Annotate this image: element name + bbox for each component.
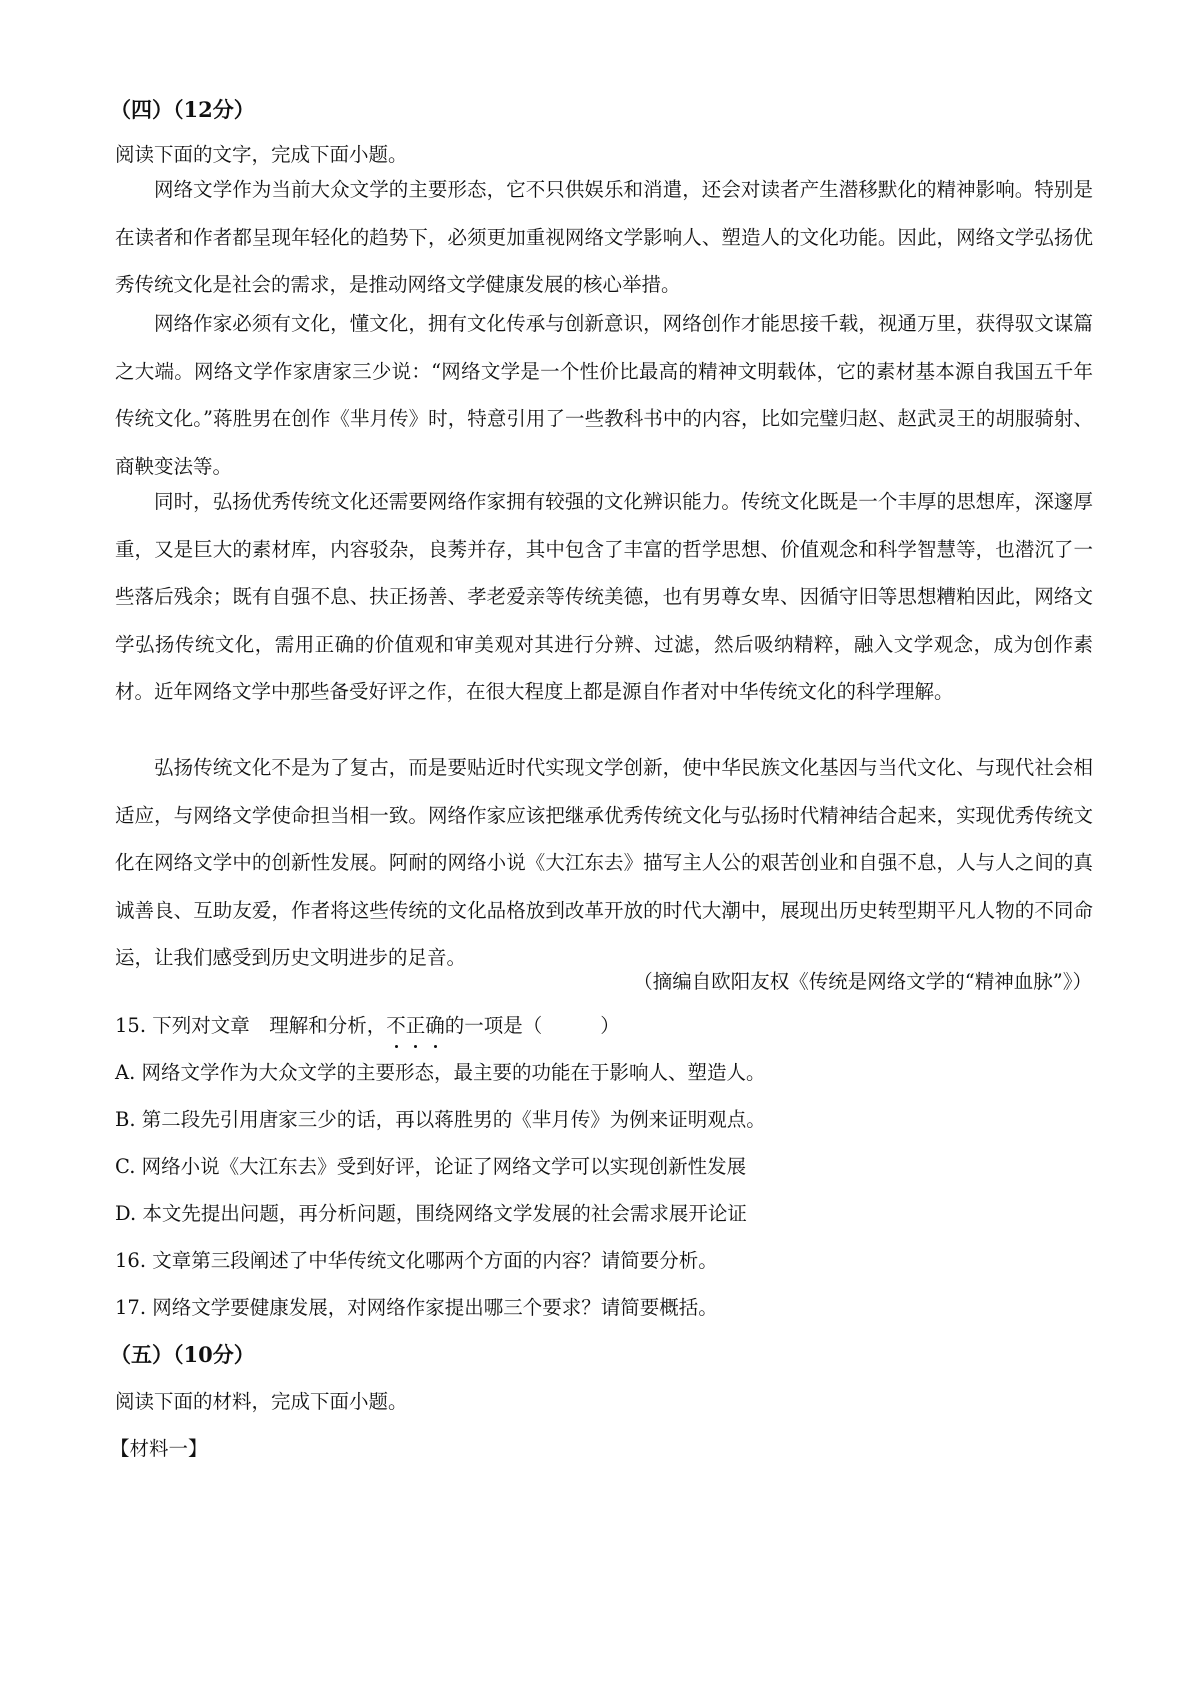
material-one-label: 【材料一】 [110, 1437, 208, 1460]
question-15-gap [250, 1014, 270, 1037]
section-5-heading: （五）（10分） [110, 1342, 255, 1367]
option-c: C. 网络小说《大江东去》受到好评，论证了网络文学可以实现创新性发展 [115, 1155, 747, 1178]
paragraph-2-text: 网络作家必须有文化，懂文化，拥有文化传承与创新意识，网络创作才能思接千载，视通万里，获得驭文谋篇之大端。网络文学作家唐家三少说：“网络文学是一个性价比最高的精神文明载体，它的素材基本源自我国五千年传统文化。”蒋胜男在创作《芈月传》时，特意引用了一些教科书中的内容，比如完璧归赵、赵武灵王的胡服骑射、商鞅变法等。 [115, 312, 1093, 478]
paragraph-3 [115, 478, 1093, 716]
paragraph-1-text: 网络文学作为当前大众文学的主要形态，它不只供娱乐和消遣，还会对读者产生潜移默化的精神影响。特别是在读者和作者都呈现年轻化的趋势下，必须更加重视网络文学影响人、塑造人的文化功能。因此，网络文学弘扬优秀传统文化是社会的需求，是推动网络文学健康发展的核心举措。 [115, 178, 1093, 296]
emphasis-dots [386, 1045, 445, 1049]
section-5-instruction: 阅读下面的材料，完成下面小题。 [115, 1390, 408, 1413]
paragraph-2 [115, 300, 1093, 490]
paragraph-3-text: 同时，弘扬优秀传统文化还需要网络作家拥有较强的文化辨识能力。传统文化既是一个丰厚的思想库，深邃厚重，又是巨大的素材库，内容驳杂，良莠并存，其中包含了丰富的哲学思想、价值观念和科学智慧等，也潜沉了一些落后残余；既有自强不息、扶正扬善、孝老爱亲等传统美德，也有男尊女卑、因循守旧等思想糟粕因此，网络文学弘扬传统文化，需用正确的价值观和审美观对其进行分辨、过滤，然后吸纳精粹，融入文学观念，成为创作素材。近年网络文学中那些备受好评之作，在很大程度上都是源自作者对中华传统文化的科学理解。 [115, 490, 1093, 703]
option-d: D. 本文先提出问题，再分析问题，围绕网络文学发展的社会需求展开论证 [115, 1202, 747, 1225]
section-4-heading: （四）（12分） [110, 97, 255, 122]
paragraph-1 [115, 166, 1093, 309]
option-b: B. 第二段先引用唐家三少的话，再以蒋胜男的《芈月传》为例来证明观点。 [115, 1108, 766, 1131]
question-15-emphasis [386, 1011, 445, 1041]
section-4-instruction: 阅读下面的文字，完成下面小题。 [115, 143, 408, 166]
question-15-close: ） [600, 1014, 620, 1037]
question-15-middle: 理解和分析， [269, 1014, 387, 1037]
question-17: 17. 网络文学要健康发展，对网络作家提出哪三个要求？请简要概括。 [115, 1296, 718, 1319]
emphasis-text: 不正确 [386, 1014, 445, 1037]
option-a: A. 网络文学作为大众文学的主要形态，最主要的功能在于影响人、塑造人。 [115, 1061, 766, 1084]
question-15 [115, 1011, 1095, 1041]
question-15-suffix: 的一项是（ [444, 1014, 543, 1037]
paragraph-4 [115, 744, 1093, 982]
paragraph-4-text: 弘扬传统文化不是为了复古，而是要贴近时代实现文学创新，使中华民族文化基因与当代文化、与现代社会相适应，与网络文学使命担当相一致。网络作家应该把继承优秀传统文化与弘扬时代精神结合起来，实现优秀传统文化在网络文学中的创新性发展。阿耐的网络小说《大江东去》描写主人公的艰苦创业和自强不息，人与人之间的真诚善良、互助友爱，作者将这些传统的文化品格放到改革开放的时代大潮中，展现出历史转型期平凡人物的不同命运，让我们感受到历史文明进步的足音。 [115, 756, 1093, 969]
question-16: 16. 文章第三段阐述了中华传统文化哪两个方面的内容？请简要分析。 [115, 1249, 718, 1272]
question-15-prefix: 15. 下列对文章 [115, 1014, 250, 1037]
article-source: （摘编自欧阳友权《传统是网络文学的“精神血脉”》） [633, 970, 1092, 993]
